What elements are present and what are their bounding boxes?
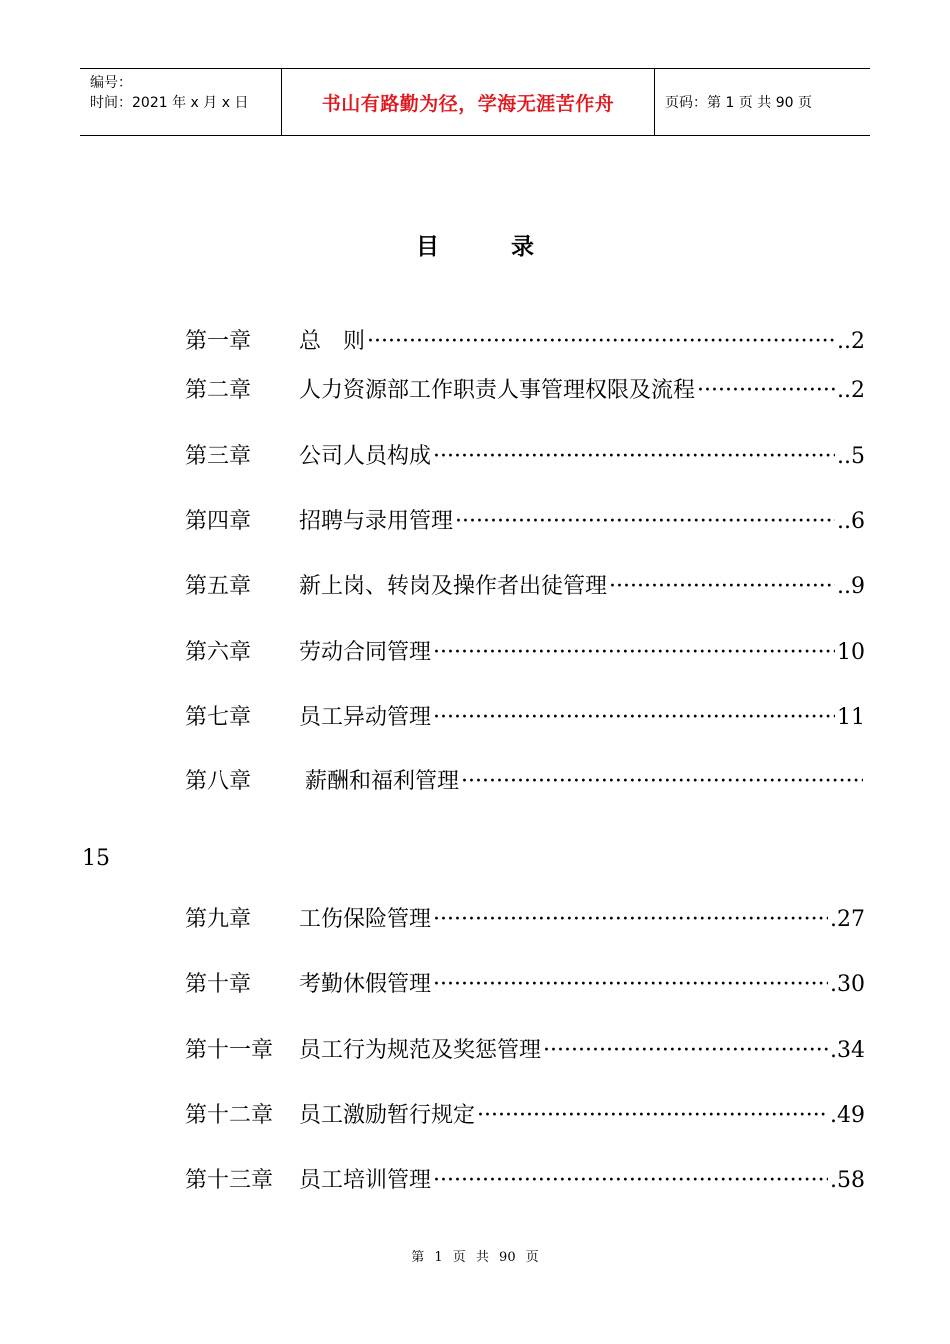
header-page-info: 页码：第 1 页 共 90 页 (665, 95, 812, 111)
toc-dot-leader (461, 767, 863, 797)
toc-page-number: ..5 (837, 444, 865, 469)
toc-entry-title: 工伤保险管理 (299, 907, 432, 932)
toc-entry-title: 新上岗、转岗及操作者出徒管理 (299, 574, 608, 599)
toc-dot-leader (433, 703, 835, 733)
toc-entry-title: 员工激励暂行规定 (299, 1103, 476, 1128)
toc-chapter: 第三章 (185, 444, 252, 469)
toc-page-number: 10 (837, 640, 865, 665)
toc-entry-title: 劳动合同管理 (299, 640, 432, 665)
toc-entry-title: 薪酬和福利管理 (305, 769, 460, 794)
toc-page-number: 11 (837, 705, 865, 730)
toc-chapter: 第六章 (185, 640, 252, 665)
toc-entry-title: 考勤休假管理 (299, 972, 432, 997)
toc-entry-title: 员工培训管理 (299, 1168, 432, 1193)
toc-chapter: 第五章 (185, 574, 252, 599)
toc-entry[interactable] (185, 507, 865, 537)
toc-dot-leader (433, 442, 835, 472)
toc-title: 目录 (416, 233, 606, 260)
toc-dot-leader (697, 376, 835, 406)
toc-page-number: .34 (830, 1038, 865, 1063)
toc-entry-title: 总 则 (299, 329, 366, 354)
toc-entry[interactable] (185, 327, 865, 357)
toc-entry[interactable] (185, 1101, 865, 1131)
toc-dot-leader (477, 1101, 828, 1131)
toc-entry-title: 人力资源部工作职责人事管理权限及流程 (299, 378, 696, 403)
toc-chapter: 第一章 (185, 329, 252, 354)
toc-dot-leader (433, 638, 835, 668)
toc-entry[interactable] (185, 970, 865, 1000)
toc-page-number: .58 (830, 1168, 865, 1193)
toc-entry[interactable] (185, 1036, 865, 1066)
toc-page-number: .27 (830, 907, 865, 932)
toc-dot-leader (367, 327, 835, 357)
toc-dot-leader (433, 905, 828, 935)
toc-page-number: .30 (830, 972, 865, 997)
toc-page-number: ..9 (837, 574, 865, 599)
toc-entry[interactable] (185, 1166, 865, 1196)
toc-chapter: 第七章 (185, 705, 252, 730)
toc-chapter: 第十二章 (185, 1103, 274, 1128)
date-label: 时间：2021 年 x 月 x 日 (90, 95, 249, 111)
toc-entry-title: 招聘与录用管理 (299, 509, 454, 534)
toc-entry[interactable] (185, 767, 865, 797)
toc-entry[interactable] (185, 638, 865, 668)
header-meta (80, 69, 281, 135)
toc-page-number: ..2 (837, 378, 865, 403)
toc-dot-leader (609, 572, 835, 602)
header-motto: 书山有路勤为径，学海无涯苦作舟 (281, 69, 655, 135)
toc-wrapped-page-number: 15 (82, 846, 110, 871)
toc-entry-title: 员工行为规范及奖惩管理 (299, 1038, 542, 1063)
toc-chapter: 第九章 (185, 907, 252, 932)
toc-page-number: .49 (830, 1103, 865, 1128)
page-footer: 第 1 页 共 90 页 (411, 1250, 539, 1265)
toc-dot-leader (433, 1166, 828, 1196)
toc-entry[interactable] (185, 572, 865, 602)
toc-entry[interactable] (185, 442, 865, 472)
toc-page-number: ..6 (837, 509, 865, 534)
toc-chapter: 第十章 (185, 972, 252, 997)
toc-dot-leader (455, 507, 835, 537)
toc-chapter: 第八章 (185, 769, 252, 794)
toc-dot-leader (433, 970, 828, 1000)
toc-page-number: ..2 (837, 329, 865, 354)
toc-entry[interactable] (185, 905, 865, 935)
document-header (80, 68, 870, 136)
toc-entry[interactable] (185, 703, 865, 733)
toc-chapter: 第十三章 (185, 1168, 274, 1193)
toc-entry[interactable] (185, 376, 865, 406)
number-label: 编号： (90, 75, 132, 91)
toc-chapter: 第十一章 (185, 1038, 274, 1063)
toc-entry-title: 公司人员构成 (299, 444, 432, 469)
toc-chapter: 第二章 (185, 378, 252, 403)
toc-chapter: 第四章 (185, 509, 252, 534)
toc-dot-leader (543, 1036, 828, 1066)
toc-entry-title: 员工异动管理 (299, 705, 432, 730)
